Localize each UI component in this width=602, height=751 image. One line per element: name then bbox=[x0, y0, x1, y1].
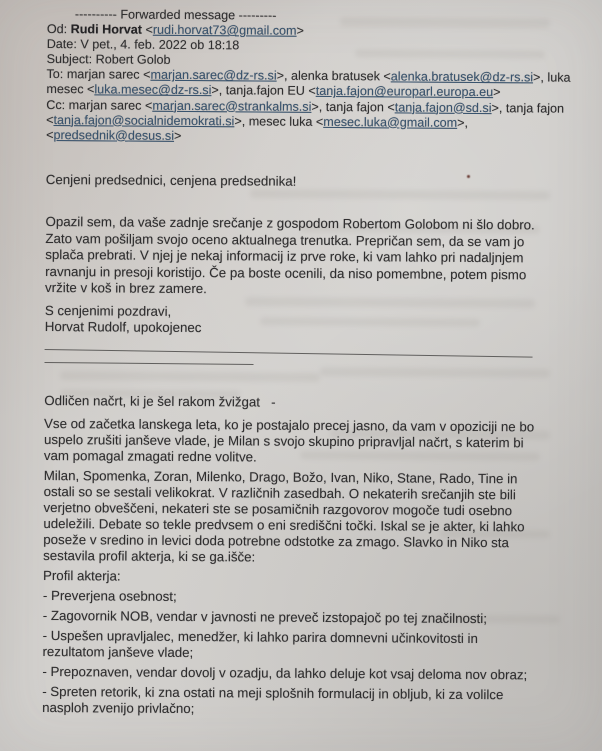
letter-paragraph: Profil akterja: bbox=[42, 567, 121, 584]
to-recipients-line: To: marjan sarec <marjan.sarec@dz-rs.si>, alenka bratusek <alenka.bratusek@dz-rs.si>, luka mesec <luka.mesec@dz-rs.si>, tanja.fajon EU <tanja.fajon@europarl.europa.eu> bbox=[46, 67, 571, 100]
signature-block bbox=[45, 303, 544, 339]
attachment-section bbox=[42, 393, 543, 719]
letter-body bbox=[42, 172, 545, 719]
from-line: Od: Rudi Horvat <rudi.horvat73@gmail.com> bbox=[46, 22, 304, 38]
signature-line: Horvat Rudolf, upokojenec bbox=[44, 319, 202, 336]
recipient-email-link[interactable]: tanja.fajon@socialnidemokrati.si bbox=[53, 112, 235, 128]
recipient-email-link[interactable]: alenka.bratusek@dz-rs.si bbox=[390, 69, 534, 85]
letter-paragraph: - Preverjena osebnost; bbox=[42, 587, 177, 604]
divider-line-short bbox=[45, 362, 254, 365]
recipient-email-link[interactable]: mesec.luka@gmail.com bbox=[323, 114, 458, 130]
divider-line-long bbox=[45, 349, 533, 358]
recipient-email-link[interactable]: predsednik@desus.si bbox=[53, 127, 175, 143]
recipient-email-link[interactable]: rudi.horvat73@gmail.com bbox=[152, 22, 297, 38]
recipient-email-link[interactable]: luka.mesec@dz-rs.si bbox=[94, 82, 212, 98]
from-name: Rudi Horvat bbox=[70, 22, 143, 37]
forwarded-message-marker: ---------- Forwarded message --------- bbox=[74, 7, 277, 23]
subject-value: Robert Golob bbox=[95, 52, 171, 68]
cc-recipients-line: Cc: marjan sarec <marjan.sarec@strankalms.si>, tanja fajon <tanja.fajon@sd.si>, tanja fajon <tanja.fajon@socialnidemokrati.si>, mesec luka <mesec.luka@gmail.com>, <predsednik@desus.si> bbox=[46, 97, 565, 143]
date-value: V pet., 4. feb. 2022 ob 18:18 bbox=[80, 37, 240, 53]
attachment-title: Odličen načrt, ki je šel rakom žvižgat - bbox=[44, 392, 276, 410]
attachment-paragraphs bbox=[42, 416, 543, 719]
closing-line: S cenjenimi pozdravi, bbox=[44, 302, 172, 319]
letter-paragraph: Vse od začetka lanskega leta, ko je postajalo precej jasno, da vam v opoziciji ne bo uspelo zrušiti janševe vlade, je Milan s svojo skupino pripravljal načrt, s katerim bi vam pomagal zmagati redne volitve. bbox=[43, 415, 538, 465]
forwarded-header bbox=[46, 7, 593, 147]
letter-paragraph: - Spreten retorik, ki zna ostati na meji splošnih formulacij in obljub, ki za volilce nasploh zvenijo privlačno; bbox=[42, 683, 508, 716]
email-content bbox=[42, 7, 593, 724]
subject-label: Subject: bbox=[46, 52, 93, 67]
letter-paragraph: - Prepoznaven, vendar dovolj v ozadju, da lahko deluje kot vsaj deloma nov obraz; bbox=[42, 663, 528, 683]
intro-paragraph: Opazil sem, da vaše zadnje srečanje z gospodom Robertom Golobom ni šlo dobro. Zato vam pošiljam svojo oceno aktualnega trenutka. Prepričan sem, da se vam jo splača prebrati. V njej je nekaj informacij iz prve roke, ki vam lahko pri nadaljnjem ravnanju in presoji koristijo. Če pa boste ocenili, da niso pomembne, potem pismo vržite v koš in brez zamere. bbox=[44, 214, 539, 297]
recipient-email-link[interactable]: tanja.fajon@sd.si bbox=[394, 99, 492, 115]
date-label: Date: bbox=[46, 37, 77, 52]
salutation: Cenjeni predsednici, cenjena predsednika! bbox=[45, 171, 297, 189]
recipient-email-link[interactable]: marjan.sarec@dz-rs.si bbox=[150, 68, 277, 83]
signature-divider bbox=[45, 349, 544, 366]
recipient-email-link[interactable]: tanja.fajon@europarl.europa.eu bbox=[315, 84, 494, 100]
letter-paragraph: - Uspešen upravljalec, menedžer, ki lahko parira domnevni učinkovitosti in rezultatom janševe vlade; bbox=[42, 627, 482, 660]
recipient-email-link[interactable]: marjan.sarec@strankalms.si bbox=[152, 98, 312, 114]
letter-paragraph: Milan, Spomenka, Zoran, Milenko, Drago, Božo, Ivan, Niko, Stane, Rado, Tine in ostali so se sestali velikokrat. V različnih zasedbah. O nekaterih srečanjih ste bili verjetno obveščeni, nekateri ste se posamičnih razgovorov mogoče tudi osebno udeležili. Debate so tekle predvsem o eni središčni točki. Iskal se je akter, ki lahko poseže v sredino in levici doda potrebne odstotke za zmago. Slavko in Niko sta sestavila profil akterja, ki se ga.išče: bbox=[43, 467, 529, 565]
letter-paragraph: - Zagovornik NOB, vendar v javnosti ne preveč izstopajoč po tej značilnosti; bbox=[42, 607, 487, 626]
